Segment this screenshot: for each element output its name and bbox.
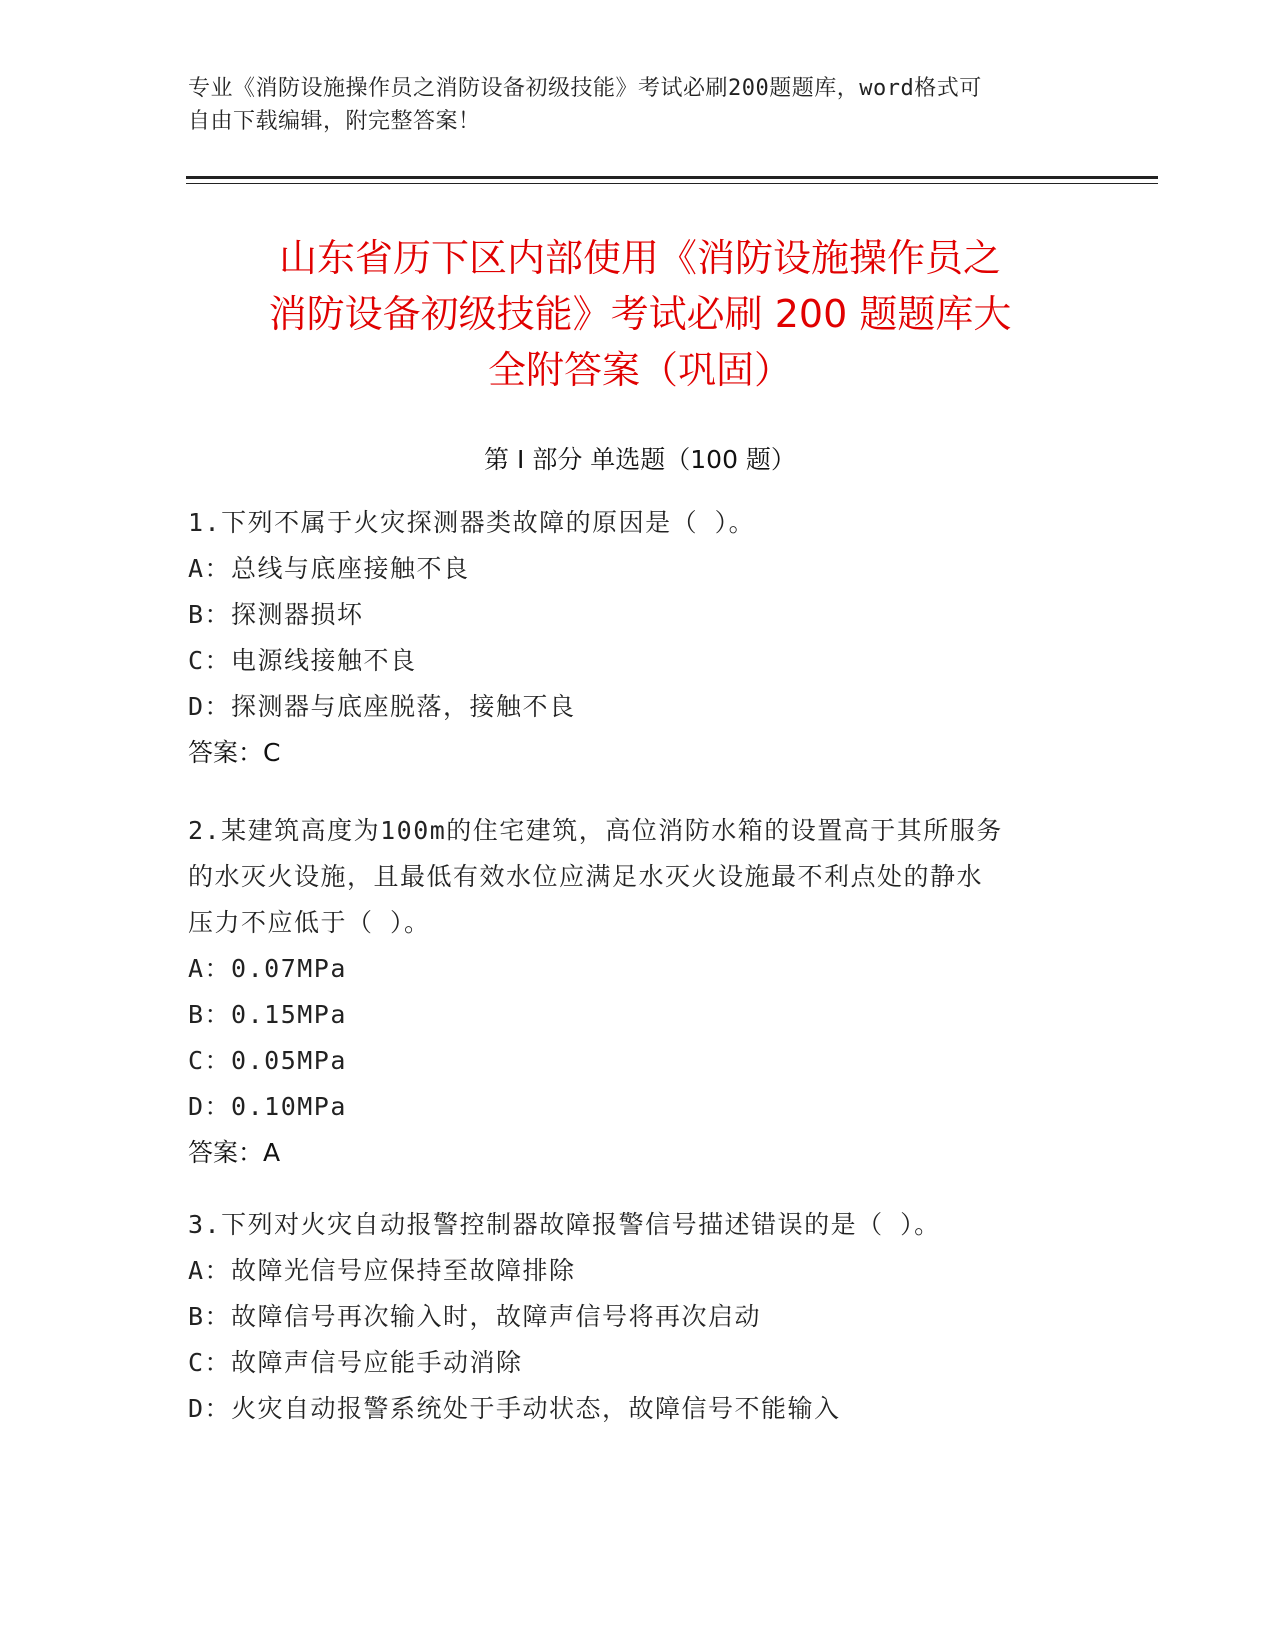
title-line: 全附答案（巩固） [487, 348, 792, 392]
section-heading: 第 I 部分 单选题（100 题） [484, 445, 796, 474]
intro-line: 专业《消防设施操作员之消防设备初级技能》考试必刷200题题库，word格式可 [188, 76, 982, 101]
option-b: B：故障信号再次输入时，故障声信号将再次启动 [188, 1302, 762, 1331]
title-line: 山东省历下区内部使用《消防设施操作员之 [278, 236, 1001, 280]
question-stem-line: 压力不应低于（ ）。 [188, 908, 431, 937]
header-divider-thin [186, 183, 1158, 184]
question-stem: 1.下列不属于火灾探测器类故障的原因是（ ）。 [188, 508, 756, 537]
option-c: C：电源线接触不良 [188, 646, 417, 675]
header-divider-thick [186, 176, 1158, 179]
document-title [180, 230, 1100, 398]
option-d: D：火灾自动报警系统处于手动状态，故障信号不能输入 [188, 1394, 841, 1423]
option-a: A：总线与底座接触不良 [188, 554, 470, 583]
option-d: D：探测器与底座脱落，接触不良 [188, 692, 576, 721]
answer-label: 答案：C [188, 738, 281, 767]
question-stem: 3.下列对火灾自动报警控制器故障报警信号描述错误的是（ ）。 [188, 1210, 941, 1239]
option-a: A：故障光信号应保持至故障排除 [188, 1256, 576, 1285]
question-3 [188, 1202, 1088, 1432]
option-c: C：0.05MPa [188, 1046, 347, 1075]
option-b: B：探测器损坏 [188, 600, 364, 629]
question-2 [188, 808, 1088, 1176]
answer-label: 答案：A [188, 1138, 281, 1167]
question-stem-line: 的水灭火设施，且最低有效水位应满足水灭火设施最不利点处的静水 [188, 862, 984, 891]
option-a: A：0.07MPa [188, 954, 347, 983]
intro-line: 自由下载编辑，附完整答案！ [188, 109, 481, 134]
question-stem-line: 2.某建筑高度为100m的住宅建筑，高位消防水箱的设置高于其所服务 [188, 816, 1003, 845]
question-1 [188, 500, 1088, 776]
title-line: 消防设备初级技能》考试必刷 200 题题库大 [268, 292, 1012, 336]
option-d: D：0.10MPa [188, 1092, 347, 1121]
option-c: C：故障声信号应能手动消除 [188, 1348, 523, 1377]
option-b: B：0.15MPa [188, 1000, 347, 1029]
document-intro [188, 72, 1088, 138]
